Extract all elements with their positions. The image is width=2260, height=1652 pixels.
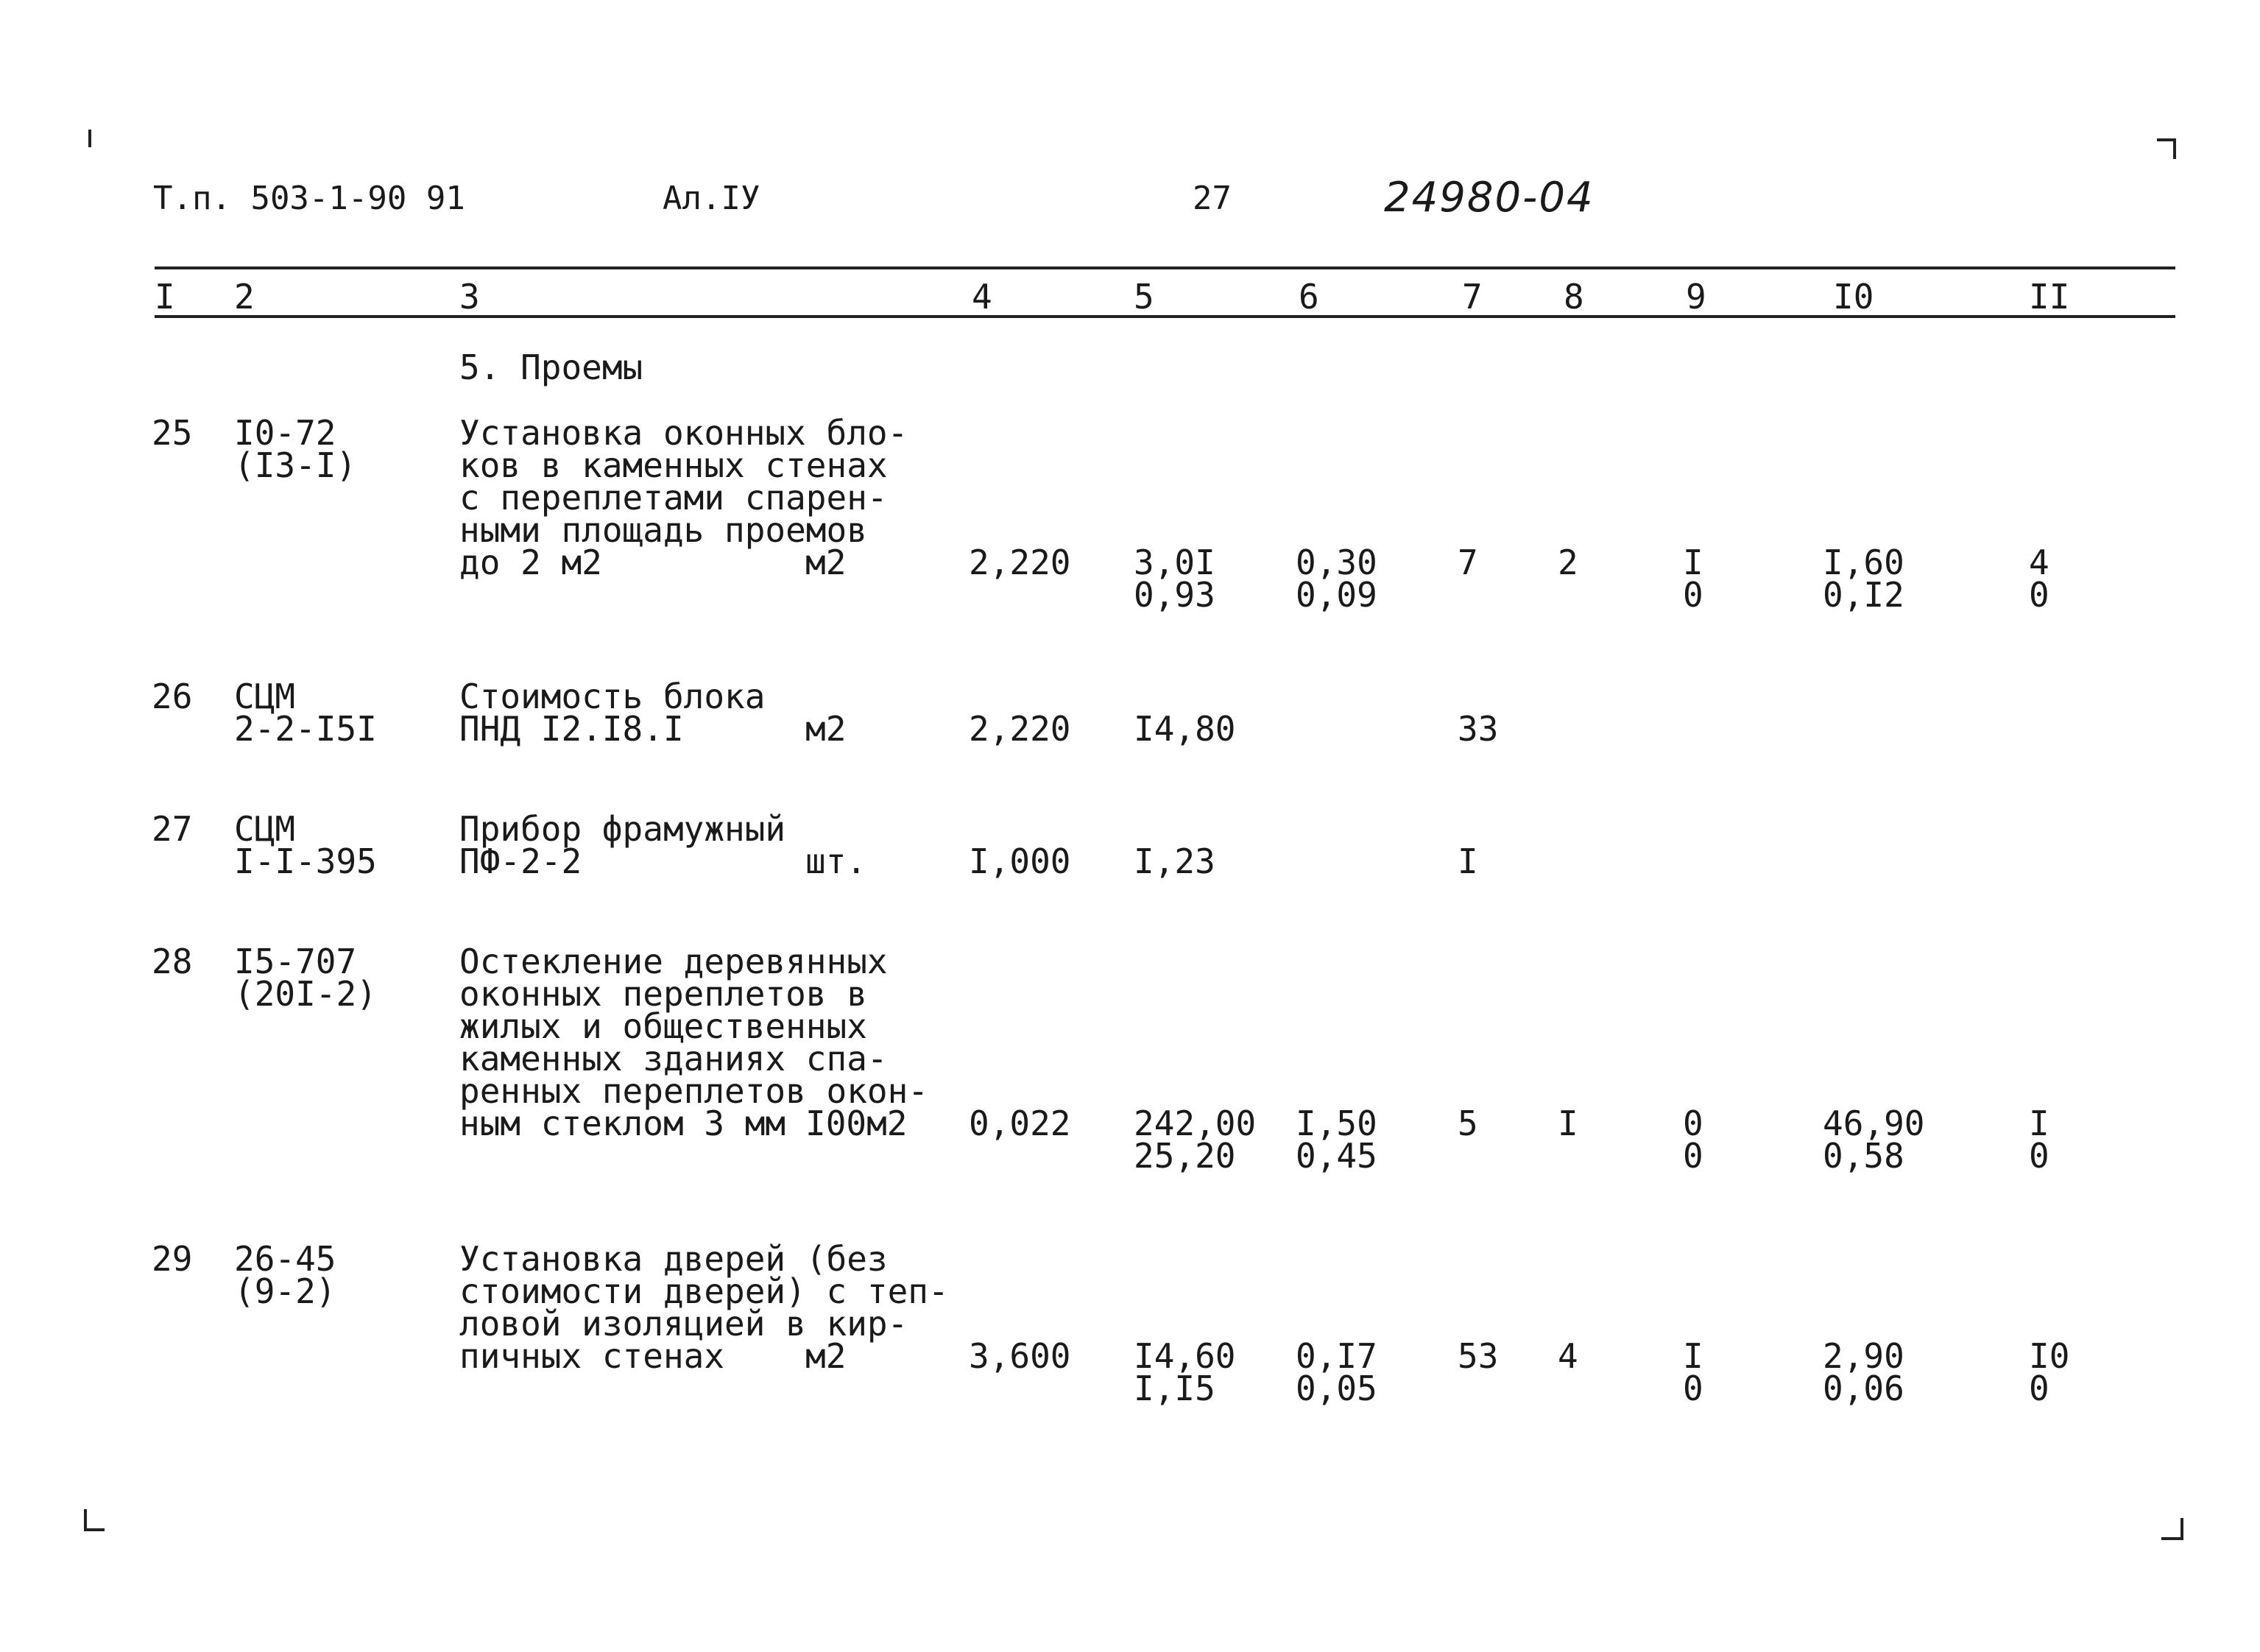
labor-unit: 0,06 xyxy=(1823,1369,1904,1408)
wages: 0 xyxy=(1683,575,1703,615)
column-header: 8 xyxy=(1564,277,1584,317)
rate-code: 26-45 xyxy=(234,1239,336,1279)
unit-cost: 3,0I xyxy=(1134,543,1215,582)
work-description: Установка оконных бло- xyxy=(459,413,908,453)
total-cost: 53 xyxy=(1458,1336,1499,1376)
work-description: каменных зданиях спа- xyxy=(459,1039,888,1079)
labor-total: 0 xyxy=(2029,1369,2049,1408)
corner-mark-bottom-right-h xyxy=(2161,1537,2183,1540)
labor-total: I xyxy=(2029,1104,2049,1143)
total-machine-cost: 4 xyxy=(1558,1336,1578,1376)
sheet-code: 24980-04 xyxy=(1384,174,1595,222)
work-description: стоимости дверей) с теп- xyxy=(459,1271,949,1311)
work-description: ренных переплетов окон- xyxy=(459,1071,928,1111)
unit: м2 xyxy=(805,709,847,749)
labor-unit: 0,I2 xyxy=(1823,575,1904,615)
column-header: 2 xyxy=(234,277,255,317)
column-header: 9 xyxy=(1686,277,1706,317)
unit-cost: I,23 xyxy=(1134,841,1215,881)
column-header: I xyxy=(155,277,175,317)
work-description: Прибор фрамужный xyxy=(459,809,786,849)
labor-total: I0 xyxy=(2029,1336,2070,1376)
unit: м2 xyxy=(805,1336,847,1376)
unit-cost: 25,20 xyxy=(1134,1136,1236,1176)
wages: 0 xyxy=(1683,1136,1703,1176)
column-header: 3 xyxy=(459,277,480,317)
unit-machine-cost: 0,I7 xyxy=(1296,1336,1377,1376)
column-header: 5 xyxy=(1134,277,1154,317)
quantity: 2,220 xyxy=(969,543,1071,582)
corner-mark-bottom-left-h xyxy=(84,1528,105,1531)
unit-cost: 242,00 xyxy=(1134,1104,1257,1143)
column-header: 7 xyxy=(1462,277,1483,317)
work-description: Остекление деревянных xyxy=(459,942,888,981)
labor-unit: I,60 xyxy=(1823,543,1904,582)
album-number: Ал.IУ xyxy=(663,180,760,217)
unit-machine-cost: I,50 xyxy=(1296,1104,1377,1143)
document-reference: Т.п. 503-1-90 91 xyxy=(153,180,465,217)
work-description: ными площадь проемов xyxy=(459,510,867,550)
labor-total: 4 xyxy=(2029,543,2049,582)
rate-code: СЦМ xyxy=(234,809,296,849)
wages: I xyxy=(1683,1336,1703,1376)
total-cost: 5 xyxy=(1458,1104,1478,1143)
work-description: до 2 м2 xyxy=(459,543,602,582)
row-number: 25 xyxy=(152,413,193,453)
quantity: 0,022 xyxy=(969,1104,1071,1143)
column-header: II xyxy=(2029,277,2070,317)
unit-cost: I4,60 xyxy=(1134,1336,1236,1376)
work-description: пичных стенах xyxy=(459,1336,725,1376)
rate-code: 2-2-I5I xyxy=(234,709,377,749)
row-number: 27 xyxy=(152,809,193,849)
labor-unit: 46,90 xyxy=(1823,1104,1925,1143)
unit: I00м2 xyxy=(805,1104,908,1143)
labor-unit: 2,90 xyxy=(1823,1336,1904,1376)
unit-cost: I4,80 xyxy=(1134,709,1236,749)
work-description: оконных переплетов в xyxy=(459,974,867,1014)
row-number: 26 xyxy=(152,677,193,716)
rate-code: I-I-395 xyxy=(234,841,377,881)
total-machine-cost: I xyxy=(1558,1104,1578,1143)
corner-mark-top-right-h xyxy=(2157,138,2176,141)
work-description: жилых и общественных xyxy=(459,1006,867,1046)
labor-unit: 0,58 xyxy=(1823,1136,1904,1176)
wages: I xyxy=(1683,543,1703,582)
header-rule-top xyxy=(155,266,2175,269)
work-description: ПФ-2-2 xyxy=(459,841,582,881)
work-description: с переплетами спарен- xyxy=(459,478,888,518)
column-header: 4 xyxy=(972,277,992,317)
column-header: I0 xyxy=(1833,277,1874,317)
rate-code: (9-2) xyxy=(234,1271,336,1311)
work-description: ПНД I2.I8.I xyxy=(459,709,684,749)
total-machine-cost: 2 xyxy=(1558,543,1578,582)
corner-mark-top-left xyxy=(88,130,91,147)
work-description: ков в каменных стенах xyxy=(459,445,888,485)
unit: м2 xyxy=(805,543,847,582)
corner-mark-top-right xyxy=(2173,138,2176,159)
page-number: 27 xyxy=(1193,180,1232,217)
unit-cost: 0,93 xyxy=(1134,575,1215,615)
total-cost: I xyxy=(1458,841,1478,881)
unit-cost: I,I5 xyxy=(1134,1369,1215,1408)
rate-code: (20I-2) xyxy=(234,974,377,1014)
work-description: Установка дверей (без xyxy=(459,1239,888,1279)
unit: шт. xyxy=(805,841,867,881)
quantity: 2,220 xyxy=(969,709,1071,749)
total-cost: 33 xyxy=(1458,709,1499,749)
row-number: 29 xyxy=(152,1239,193,1279)
labor-total: 0 xyxy=(2029,1136,2049,1176)
work-description: ловой изоляцией в кир- xyxy=(459,1304,908,1344)
rate-code: (I3-I) xyxy=(234,445,357,485)
work-description: Стоимость блока xyxy=(459,677,766,716)
unit-machine-cost: 0,45 xyxy=(1296,1136,1377,1176)
work-description: ным стеклом 3 мм xyxy=(459,1104,786,1143)
wages: 0 xyxy=(1683,1104,1703,1143)
unit-machine-cost: 0,09 xyxy=(1296,575,1377,615)
rate-code: I0-72 xyxy=(234,413,336,453)
row-number: 28 xyxy=(152,942,193,981)
labor-total: 0 xyxy=(2029,575,2049,615)
rate-code: СЦМ xyxy=(234,677,296,716)
unit-machine-cost: 0,30 xyxy=(1296,543,1377,582)
column-header: 6 xyxy=(1299,277,1319,317)
unit-machine-cost: 0,05 xyxy=(1296,1369,1377,1408)
quantity: I,000 xyxy=(969,841,1071,881)
rate-code: I5-707 xyxy=(234,942,357,981)
wages: 0 xyxy=(1683,1369,1703,1408)
section-title: 5. Проемы xyxy=(459,347,643,387)
total-cost: 7 xyxy=(1458,543,1478,582)
quantity: 3,600 xyxy=(969,1336,1071,1376)
